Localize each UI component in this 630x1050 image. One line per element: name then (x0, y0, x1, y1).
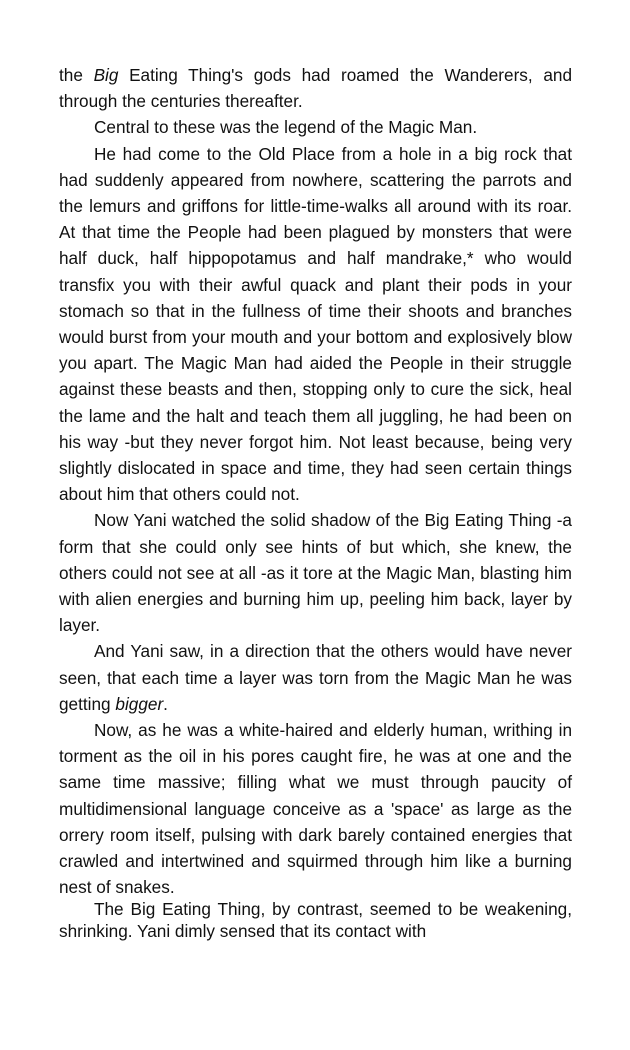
text-span: . (163, 693, 168, 714)
paragraph (59, 507, 572, 638)
paragraph (59, 717, 572, 900)
text-span: Now Yani watched the solid shadow of the Big Eating Thing -a form that she could only see hints of but which, she knew, the others could not see at all -as it tore at the Magic Man, blasting him with alien energies and burning him up, peeling him back, layer by layer. (59, 510, 572, 636)
text-span: Now, as he was a white-haired and elderly human, writhing in torment as the oil in his pores caught fire, he was at one and the same time massive; filling what we must through paucity of multidimensional language conceive as a 'space' as large as the orrery room itself, pulsing with dark barely contained energies that crawled and intertwined and squirmed through him like a burning nest of snakes. (59, 720, 572, 898)
text-span: Eating Thing's gods had roamed the Wanderers, and through the centuries thereafter. (59, 65, 572, 112)
paragraph (59, 638, 572, 717)
page-text-body (59, 62, 572, 942)
italic-text-span: bigger (115, 693, 164, 714)
text-span: Central to these was the legend of the Magic Man. (94, 117, 478, 138)
italic-text-span: Big (93, 65, 119, 85)
paragraph (59, 141, 572, 508)
text-span: And Yani saw, in a direction that the others would have never seen, that each time a layer was torn from the Magic Man he was getting (59, 641, 572, 714)
paragraph (59, 62, 572, 114)
text-span: the (59, 65, 94, 85)
text-span: The Big Eating Thing, by contrast, seemed to be weakening, shrinking. Yani dimly sensed that its contact with (59, 898, 572, 941)
paragraph (59, 114, 572, 140)
paragraph (59, 898, 572, 942)
text-span: He had come to the Old Place from a hole in a big rock that had suddenly appeared from nowhere, scattering the parrots and the lemurs and griffons for little-time-walks all around with its roar. At that time the People had been plagued by monsters that were half duck, half hippopotamus and half mandrake,* who would transfix you with their awful quack and plant their pods in your stomach so that in the fullness of time their shoots and branches would burst from your mouth and your bottom and explosively blow you apart. The Magic Man had aided the People in their struggle against these beasts and then, stopping only to cure the sick, heal the lame and the halt and teach them all juggling, he had been on his way -but they never forgot him. Not least because, being very slightly dislocated in space and time, they had seen certain things about him that others could not. (59, 143, 572, 505)
